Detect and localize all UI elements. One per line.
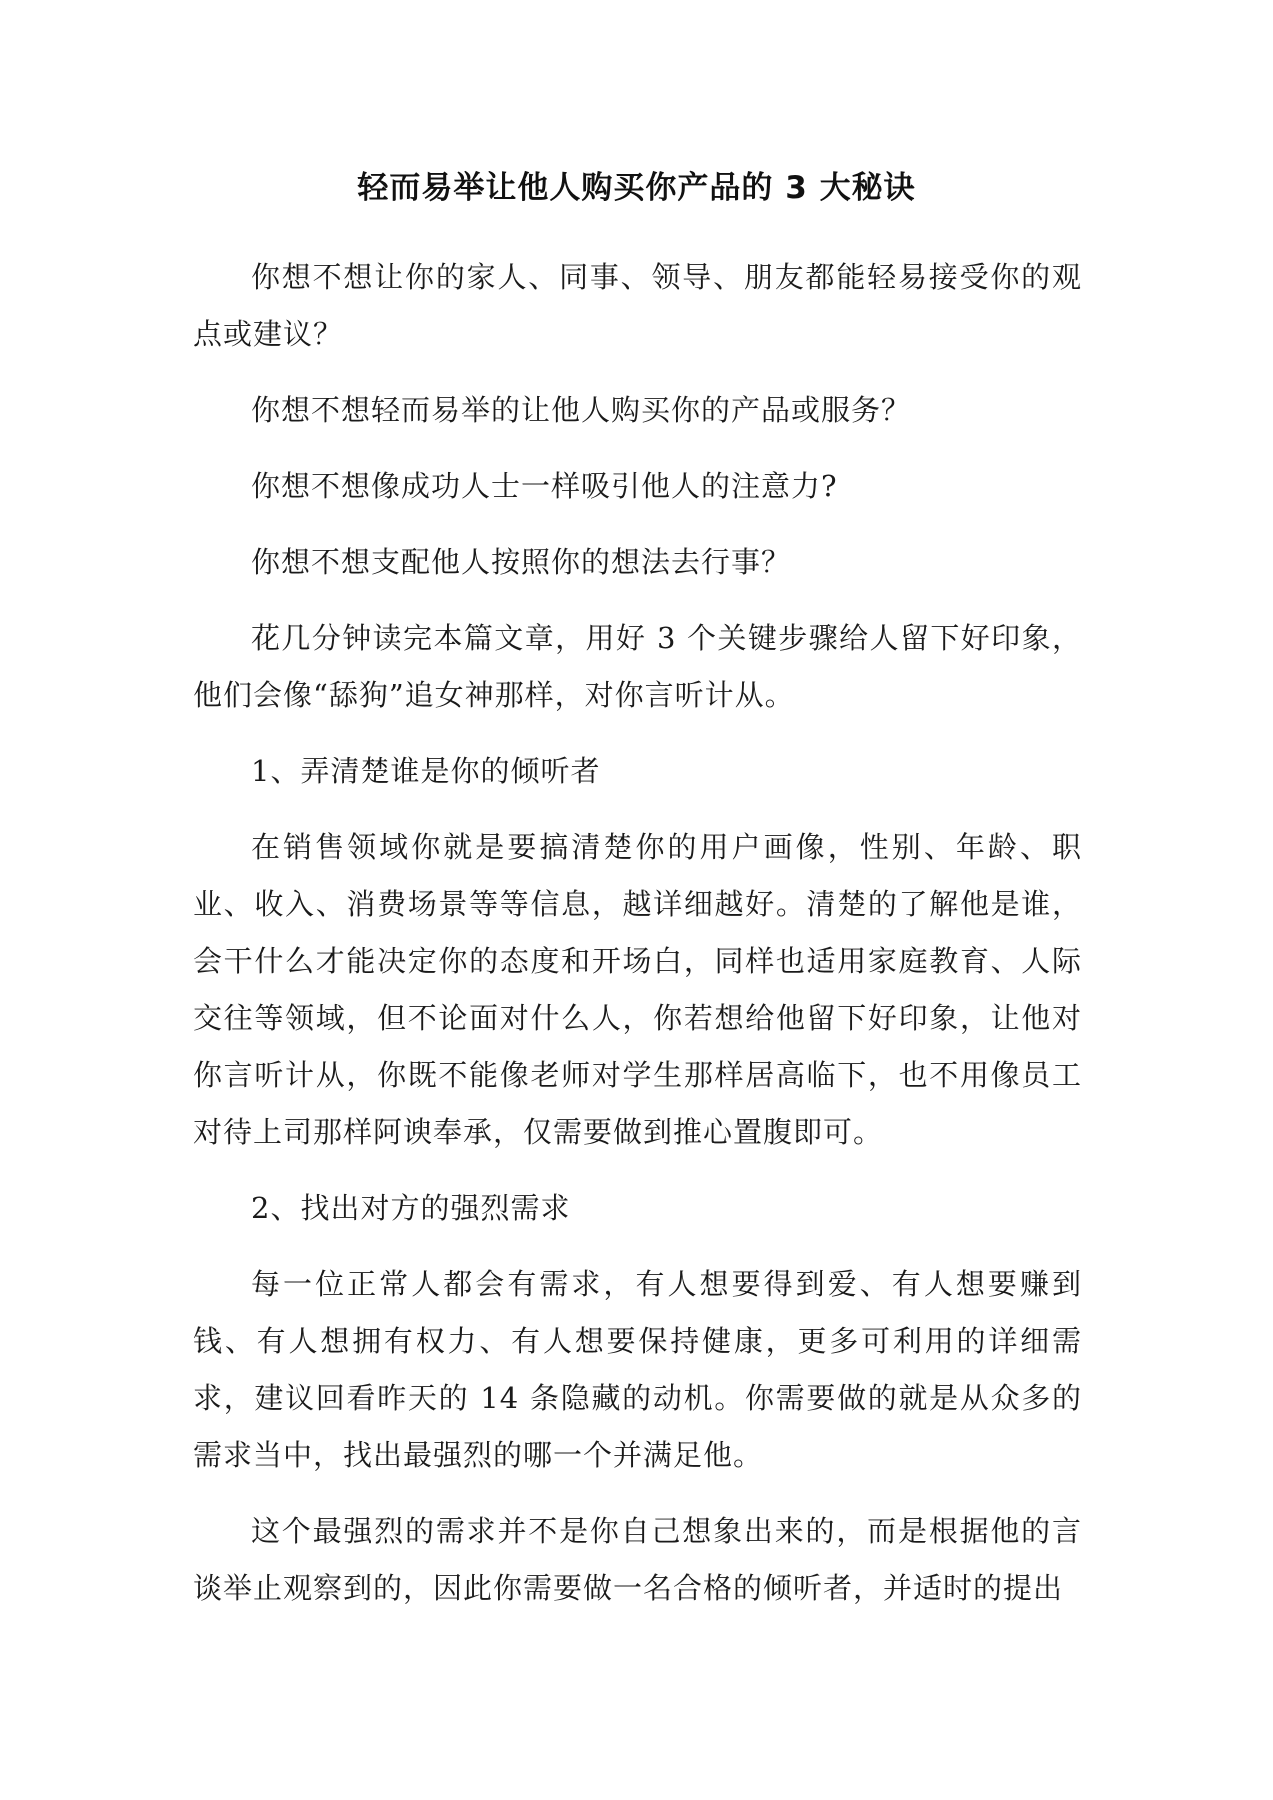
paragraph-question-influence: 你想不想支配他人按照你的想法去行事？ [251,545,792,579]
paragraph-section-2a: 每一位正常人都会有需求，有人想要得到爱、有人想要赚到钱、有人想拥有权力、有人想要保持健康，更多可利用的详细需求，建议回看昨天的 14 条隐藏的动机。你需要做的就是从众多的需求当中，找出最强烈的哪一个并满足他。 [193,1267,1082,1472]
paragraph-intro: 花几分钟读完本篇文章，用好 3 个关键步骤给人留下好印象，他们会像“舔狗”追女神那样，对你言听计从。 [193,621,1082,712]
paragraph-question-persuade: 你想不想让你的家人、同事、领导、朋友都能轻易接受你的观点或建议？ [193,260,1082,351]
paragraph-section-1: 在销售领域你就是要搞清楚你的用户画像，性别、年龄、职业、收入、消费场景等等信息，越详细越好。清楚的了解他是谁，会干什么才能决定你的态度和开场白，同样也适用家庭教育、人际交往等领域，但不论面对什么人，你若想给他留下好印象，让他对你言听计从，你既不能像老师对学生那样居高临下，也不用像员工对待上司那样阿谀奉承，仅需要做到推心置腹即可。 [193,830,1082,1149]
document-body [193,249,1082,1636]
paragraph-question-attention: 你想不想像成功人士一样吸引他人的注意力? [251,469,838,503]
paragraph-question-sell: 你想不想轻而易举的让他人购买你的产品或服务？ [251,393,912,427]
document-title: 轻而易举让他人购买你产品的 3 大秘诀 [357,170,916,206]
paragraph-section-2b: 这个最强烈的需求并不是你自己想象出来的，而是根据他的言谈举止观察到的，因此你需要做一名合格的倾听者，并适时的提出 [193,1514,1082,1605]
section-heading-1: 1、弄清楚谁是你的倾听者 [251,754,601,788]
section-heading-2: 2、找出对方的强烈需求 [251,1191,571,1225]
